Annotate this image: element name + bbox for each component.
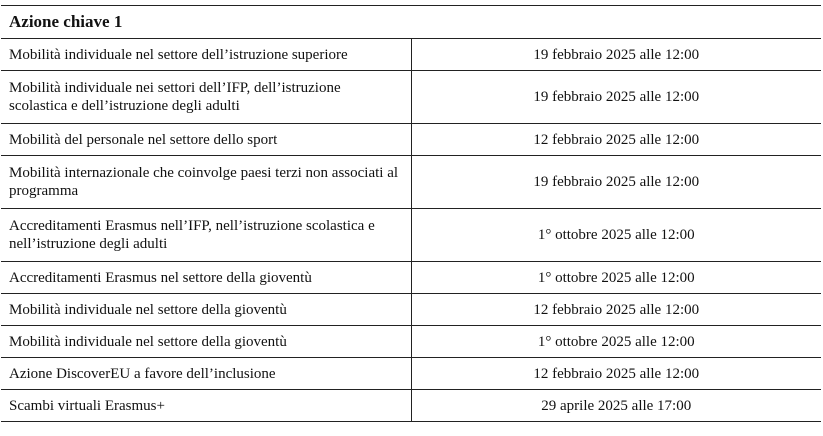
table-row (1, 71, 821, 124)
deadline-cell: 29 aprile 2025 alle 17:00 (411, 390, 821, 422)
action-cell: Mobilità individuale nel settore dell’istruzione superiore (1, 39, 411, 71)
action-cell: Mobilità individuale nel settore della gioventù (1, 326, 411, 358)
deadlines-table (1, 5, 821, 422)
table-row (1, 209, 821, 262)
action-cell: Mobilità internazionale che coinvolge paesi terzi non associati al programma (1, 156, 411, 209)
table-row (1, 326, 821, 358)
table-title: Azione chiave 1 (1, 6, 821, 39)
deadline-cell: 12 febbraio 2025 alle 12:00 (411, 124, 821, 156)
table-row (1, 294, 821, 326)
action-cell: Mobilità individuale nei settori dell’IFP, dell’istruzione scolastica e dell’istruzione degli adulti (1, 71, 411, 124)
deadline-cell: 12 febbraio 2025 alle 12:00 (411, 358, 821, 390)
deadline-cell: 1° ottobre 2025 alle 12:00 (411, 209, 821, 262)
action-cell: Azione DiscoverEU a favore dell’inclusione (1, 358, 411, 390)
deadline-cell: 19 febbraio 2025 alle 12:00 (411, 71, 821, 124)
deadline-cell: 1° ottobre 2025 alle 12:00 (411, 262, 821, 294)
deadline-cell: 19 febbraio 2025 alle 12:00 (411, 39, 821, 71)
table-title-row (1, 6, 821, 39)
table-row (1, 124, 821, 156)
action-cell: Accreditamenti Erasmus nell’IFP, nell’istruzione scolastica e nell’istruzione degli adulti (1, 209, 411, 262)
deadline-cell: 19 febbraio 2025 alle 12:00 (411, 156, 821, 209)
table-row (1, 390, 821, 422)
deadline-cell: 12 febbraio 2025 alle 12:00 (411, 294, 821, 326)
table-row (1, 358, 821, 390)
table-row (1, 262, 821, 294)
action-cell: Scambi virtuali Erasmus+ (1, 390, 411, 422)
deadline-cell: 1° ottobre 2025 alle 12:00 (411, 326, 821, 358)
action-cell: Mobilità del personale nel settore dello sport (1, 124, 411, 156)
table-row (1, 156, 821, 209)
action-cell: Mobilità individuale nel settore della gioventù (1, 294, 411, 326)
action-cell: Accreditamenti Erasmus nel settore della gioventù (1, 262, 411, 294)
deadlines-table-container (1, 5, 821, 422)
table-row (1, 39, 821, 71)
